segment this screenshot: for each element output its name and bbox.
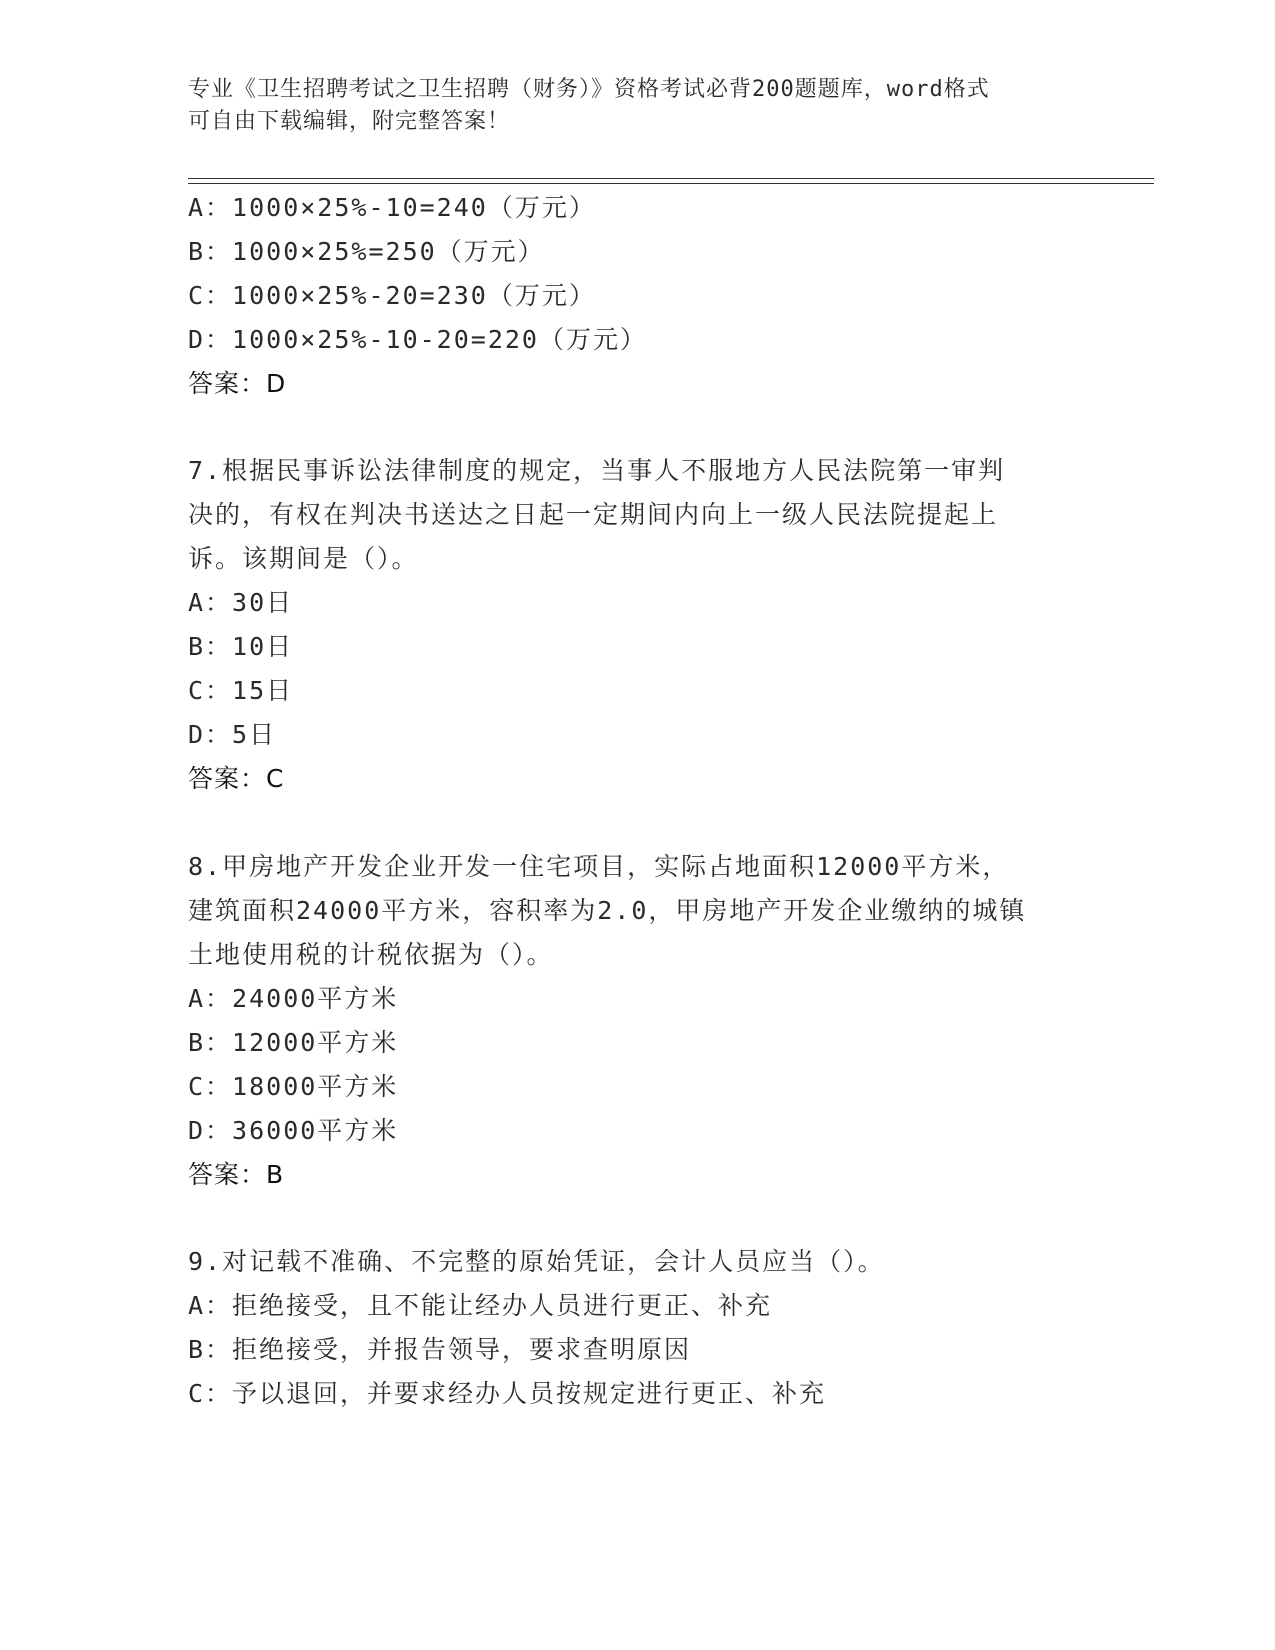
q8-stem-line-2: 建筑面积24000平方米，容积率为2.0，甲房地产开发企业缴纳的城镇: [188, 896, 1027, 925]
q9-option-c: C：予以退回，并要求经办人员按规定进行更正、补充: [188, 1379, 827, 1408]
q9-stem-line-1: 9.对记载不准确、不完整的原始凭证，会计人员应当（）。: [188, 1247, 885, 1276]
q7-stem-line-1: 7.根据民事诉讼法律制度的规定，当事人不服地方人民法院第一审判: [188, 456, 1006, 485]
header-divider-bottom: [188, 183, 1154, 184]
q7-option-c: C：15日: [188, 676, 294, 705]
q6-option-d: D：1000×25%-10-20=220（万元）: [188, 325, 647, 354]
q8-stem-line-3: 土地使用税的计税依据为（）。: [188, 940, 554, 969]
q6-option-a: A：1000×25%-10=240（万元）: [188, 193, 596, 222]
q7-option-b: B：10日: [188, 632, 294, 661]
q6-answer: 答案：D: [188, 369, 287, 398]
header-divider-top: [188, 178, 1154, 179]
q8-stem-line-1: 8.甲房地产开发企业开发一住宅项目，实际占地面积12000平方米，: [188, 852, 1010, 881]
q8-option-d: D：36000平方米: [188, 1116, 399, 1145]
q6-option-b: B：1000×25%=250（万元）: [188, 237, 545, 266]
q8-answer: 答案：B: [188, 1160, 285, 1189]
q7-option-d: D：5日: [188, 720, 277, 749]
document-header: [188, 74, 1088, 138]
q9-option-a: A：拒绝接受，且不能让经办人员进行更正、补充: [188, 1291, 773, 1320]
q7-option-a: A：30日: [188, 588, 294, 617]
q6-option-c: C：1000×25%-20=230（万元）: [188, 281, 596, 310]
q7-answer: 答案：C: [188, 764, 285, 793]
q8-option-c: C：18000平方米: [188, 1072, 399, 1101]
header-line-2: 可自由下载编辑，附完整答案！: [188, 109, 511, 134]
q9-option-b: B：拒绝接受，并报告领导，要求查明原因: [188, 1335, 692, 1364]
q7-stem-line-2: 决的，有权在判决书送达之日起一定期间内向上一级人民法院提起上: [188, 500, 999, 529]
header-line-1: 专业《卫生招聘考试之卫生招聘（财务）》资格考试必背200题题库，word格式: [188, 77, 990, 102]
q7-stem-line-3: 诉。该期间是（）。: [188, 544, 419, 573]
q8-option-b: B：12000平方米: [188, 1028, 399, 1057]
q8-option-a: A：24000平方米: [188, 984, 399, 1013]
